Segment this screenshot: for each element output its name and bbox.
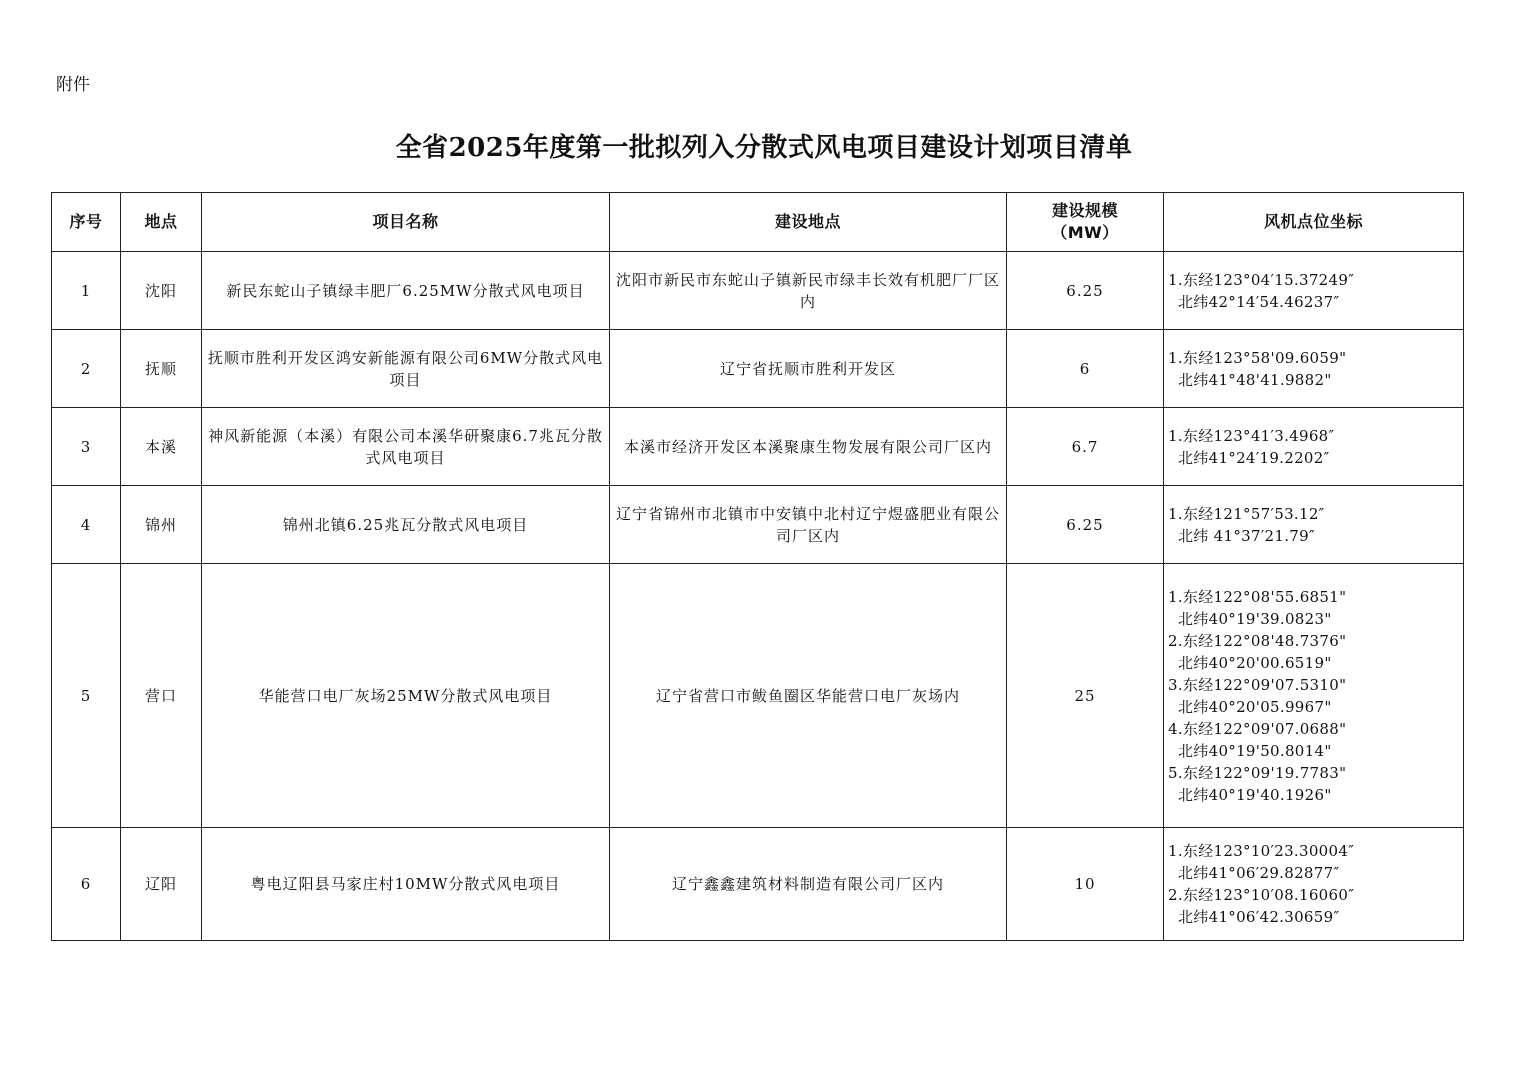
coord-line: 北纬42°14′54.46237″ — [1178, 292, 1340, 311]
cell-scale: 6.25 — [1007, 252, 1164, 330]
header-site: 建设地点 — [610, 193, 1007, 252]
cell-location: 营口 — [121, 564, 202, 828]
coord-line: 3.东经122°09'07.5310" — [1168, 675, 1347, 694]
coord-line: 北纬41°06′42.30659″ — [1178, 908, 1340, 926]
cell-site: 辽宁省抚顺市胜利开发区 — [610, 330, 1007, 408]
cell-seq: 2 — [52, 330, 121, 408]
cell-scale: 6 — [1007, 330, 1164, 408]
coord-line: 1.东经122°08'55.6851" — [1168, 587, 1347, 606]
cell-site: 辽宁省营口市鲅鱼圈区华能营口电厂灰场内 — [610, 564, 1007, 828]
header-seq: 序号 — [52, 193, 121, 252]
cell-seq: 4 — [52, 486, 121, 564]
header-scale — [1007, 193, 1164, 252]
cell-site: 辽宁省锦州市北镇市中安镇中北村辽宁煜盛肥业有限公司厂区内 — [610, 486, 1007, 564]
cell-location: 沈阳 — [121, 252, 202, 330]
project-list-table — [51, 192, 1464, 941]
cell-scale: 25 — [1007, 564, 1164, 828]
cell-scale: 6.7 — [1007, 408, 1164, 486]
coord-line: 5.东经122°09'19.7783" — [1168, 763, 1347, 782]
cell-scale: 10 — [1007, 828, 1164, 941]
coord-line: 北纬 41°37′21.79″ — [1178, 526, 1315, 545]
coord-line: 北纬40°19'39.0823" — [1178, 609, 1332, 628]
attachment-label: 附件 — [56, 75, 90, 95]
cell-location: 本溪 — [121, 408, 202, 486]
coord-line: 1.东经123°58'09.6059" — [1168, 348, 1347, 367]
cell-project-name: 锦州北镇6.25兆瓦分散式风电项目 — [202, 486, 610, 564]
header-project-name: 项目名称 — [202, 193, 610, 252]
coord-line: 北纬40°19'40.1926" — [1178, 785, 1332, 804]
cell-site: 沈阳市新民市东蛇山子镇新民市绿丰长效有机肥厂厂区内 — [610, 252, 1007, 330]
cell-scale: 6.25 — [1007, 486, 1164, 564]
coord-line: 1.东经121°57′53.12″ — [1168, 504, 1325, 523]
cell-site: 辽宁鑫鑫建筑材料制造有限公司厂区内 — [610, 828, 1007, 941]
cell-project-name: 粤电辽阳县马家庄村10MW分散式风电项目 — [202, 828, 610, 941]
coord-line: 北纬40°20'00.6519" — [1178, 653, 1332, 672]
coord-line: 1.东经123°41′3.4968″ — [1168, 426, 1335, 445]
cell-coords — [1164, 564, 1464, 828]
cell-seq: 6 — [52, 828, 121, 941]
cell-project-name: 神风新能源（本溪）有限公司本溪华研聚康6.7兆瓦分散式风电项目 — [202, 408, 610, 486]
coord-line: 北纬40°20'05.9967" — [1178, 697, 1332, 716]
cell-project-name: 华能营口电厂灰场25MW分散式风电项目 — [202, 564, 610, 828]
cell-seq: 1 — [52, 252, 121, 330]
coord-line: 北纬41°48'41.9882" — [1178, 370, 1332, 389]
cell-coords — [1164, 828, 1464, 941]
table-row — [52, 564, 1464, 828]
coord-line: 北纬40°19'50.8014" — [1178, 741, 1332, 760]
coord-line: 4.东经122°09'07.0688" — [1168, 719, 1347, 738]
header-scale-line1: 建设规模 — [1051, 201, 1118, 220]
coord-line: 2.东经123°10′08.16060″ — [1168, 886, 1355, 904]
cell-seq: 3 — [52, 408, 121, 486]
cell-project-name: 抚顺市胜利开发区鸿安新能源有限公司6MW分散式风电项目 — [202, 330, 610, 408]
cell-location: 辽阳 — [121, 828, 202, 941]
table-header-row — [52, 193, 1464, 252]
cell-location: 抚顺 — [121, 330, 202, 408]
cell-seq: 5 — [52, 564, 121, 828]
coord-line: 北纬41°06′29.82877″ — [1178, 864, 1340, 882]
cell-project-name: 新民东蛇山子镇绿丰肥厂6.25MW分散式风电项目 — [202, 252, 610, 330]
cell-location: 锦州 — [121, 486, 202, 564]
table-row — [52, 252, 1464, 330]
cell-coords — [1164, 486, 1464, 564]
header-location: 地点 — [121, 193, 202, 252]
table-row — [52, 408, 1464, 486]
document-title: 全省2025年度第一批拟列入分散式风电项目建设计划项目清单 — [395, 133, 1133, 163]
table-row — [52, 486, 1464, 564]
coord-line: 1.东经123°10′23.30004″ — [1168, 842, 1355, 860]
coord-line: 2.东经122°08'48.7376" — [1168, 631, 1347, 650]
cell-coords — [1164, 252, 1464, 330]
coord-line: 北纬41°24′19.2202″ — [1178, 448, 1330, 467]
table-row — [52, 828, 1464, 941]
header-scale-line2: （MW） — [1051, 223, 1119, 242]
coord-line: 1.东经123°04′15.37249″ — [1168, 270, 1355, 289]
cell-coords — [1164, 330, 1464, 408]
cell-site: 本溪市经济开发区本溪聚康生物发展有限公司厂区内 — [610, 408, 1007, 486]
table-row — [52, 330, 1464, 408]
header-coords: 风机点位坐标 — [1164, 193, 1464, 252]
cell-coords — [1164, 408, 1464, 486]
